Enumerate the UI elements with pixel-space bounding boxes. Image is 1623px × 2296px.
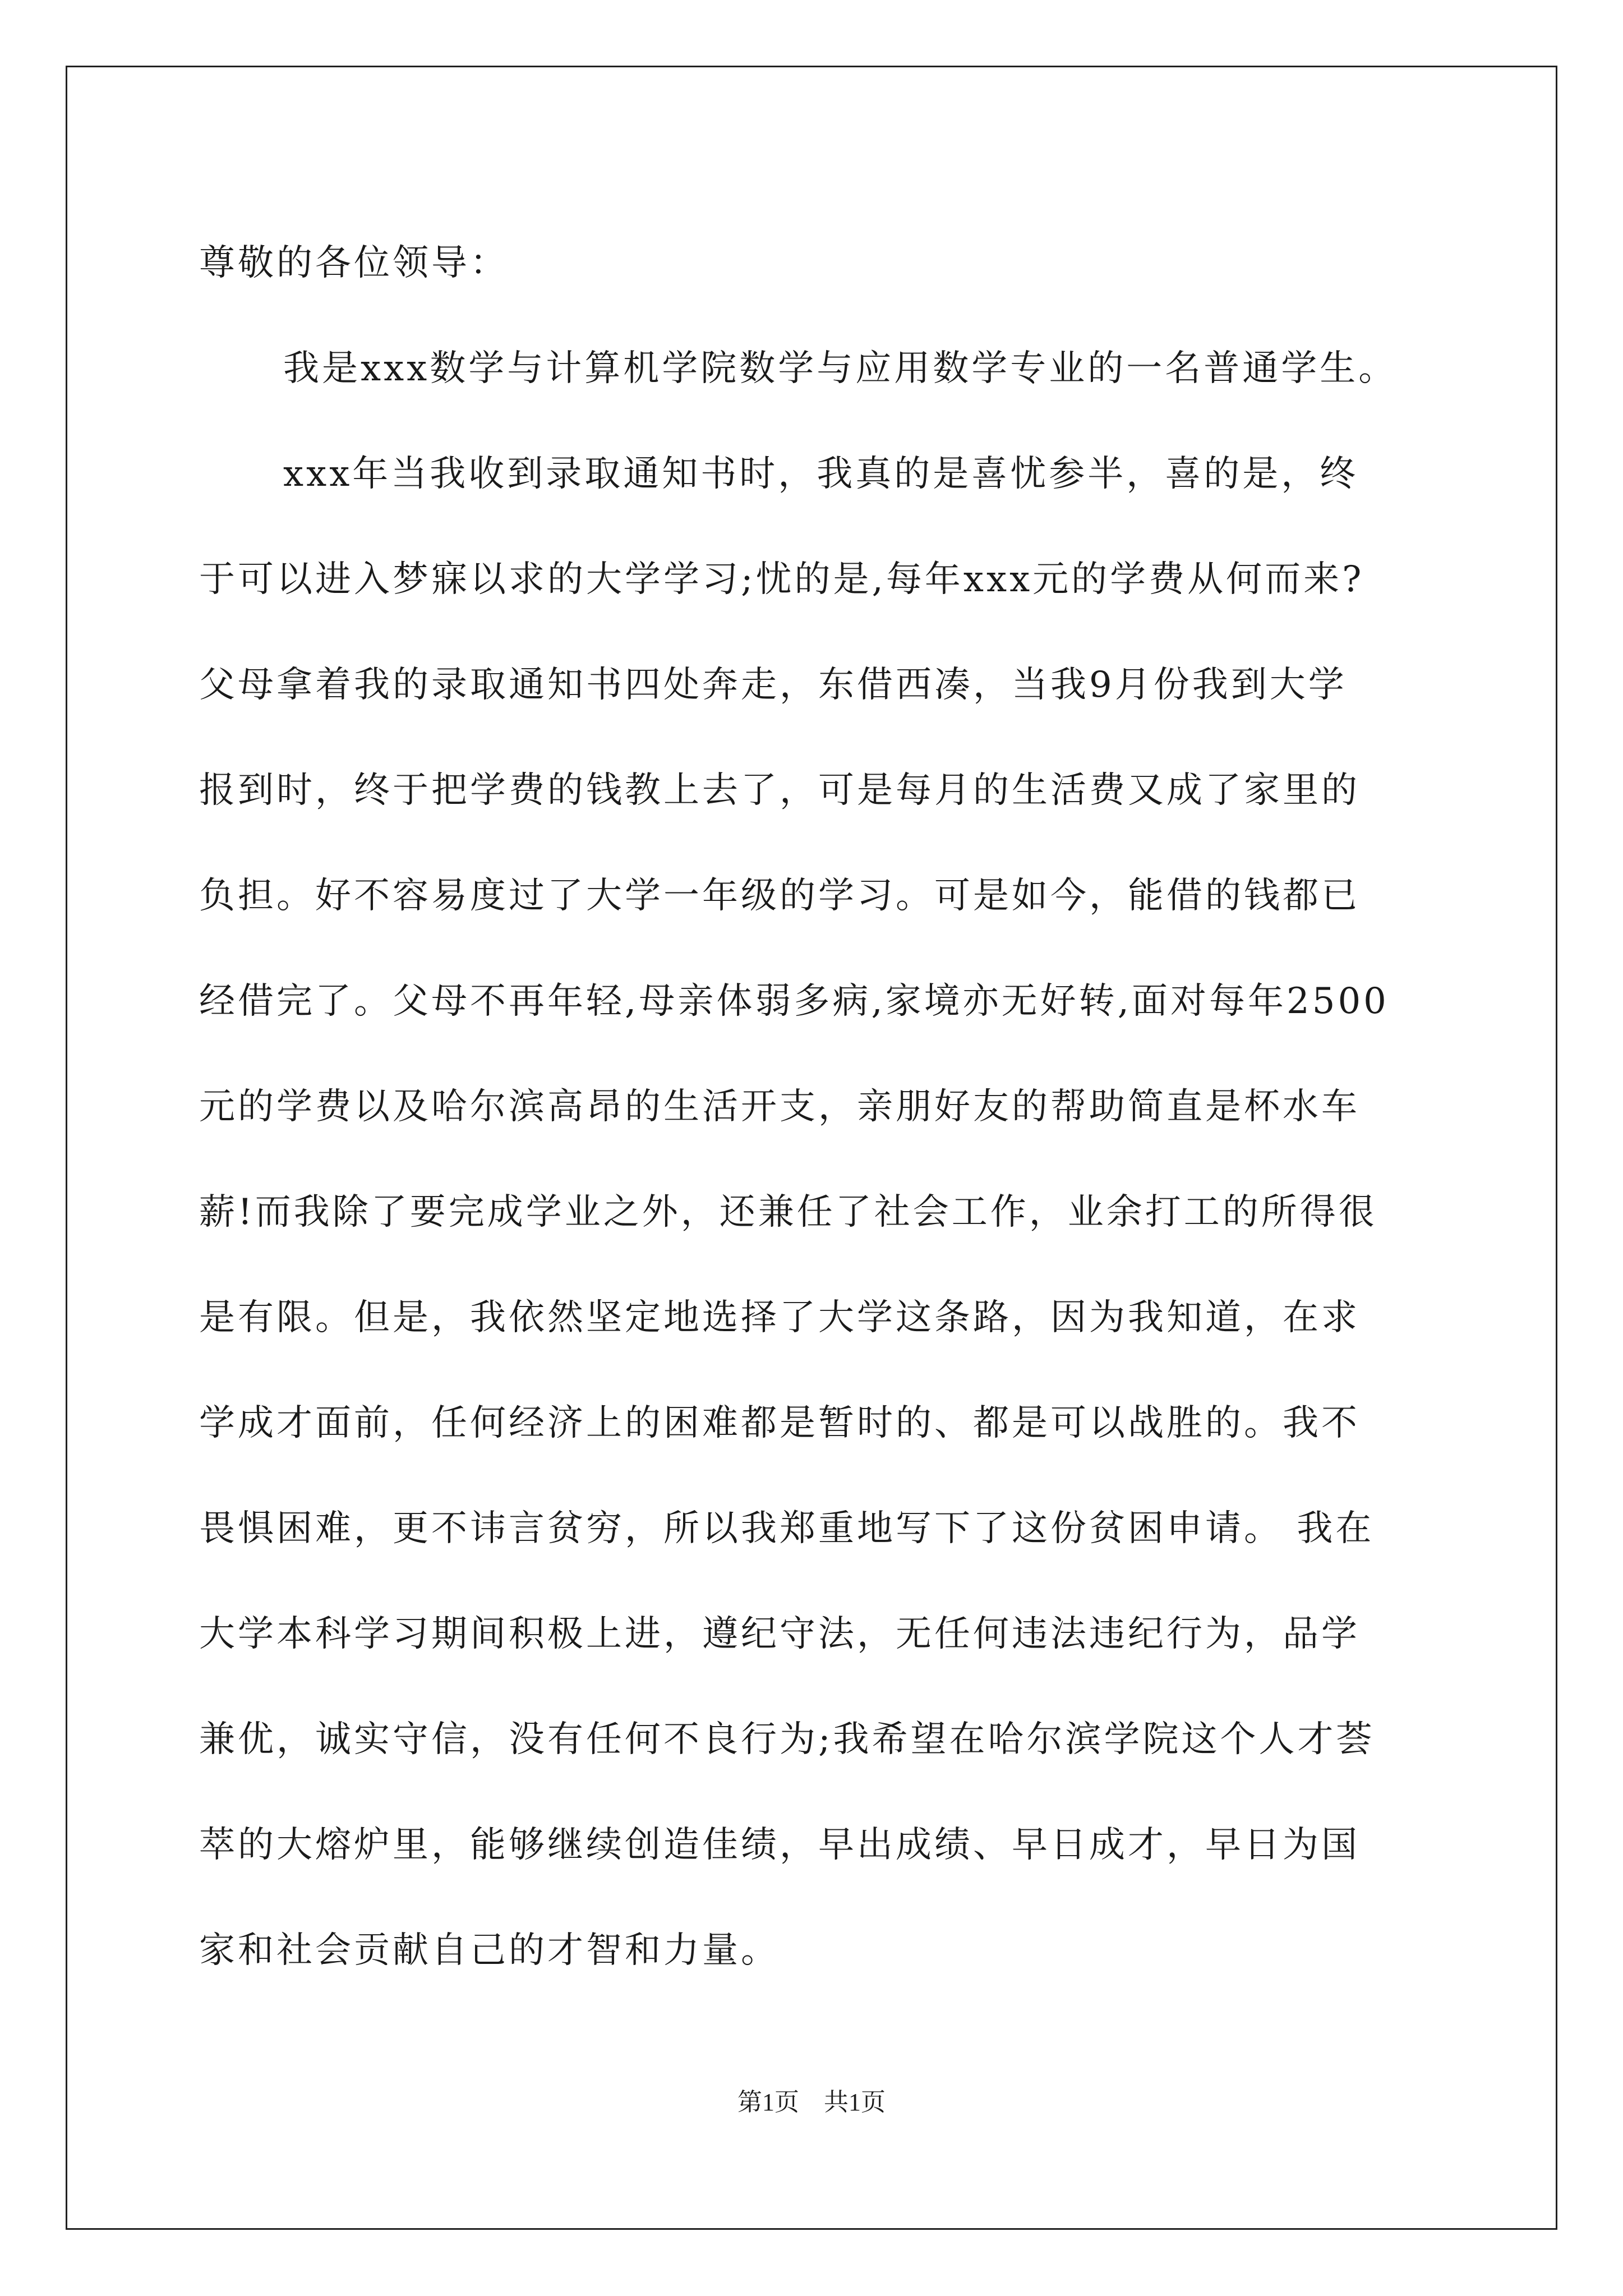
paragraph-line: 经借完了。父母不再年轻,母亲体弱多病,家境亦无好转,面对每年2500 bbox=[199, 981, 1389, 1022]
paragraph-line: 是有限。但是，我依然坚定地选择了大学这条路，因为我知道，在求 bbox=[199, 1297, 1360, 1338]
letter-body bbox=[199, 210, 1444, 2003]
salutation: 尊敬的各位领导： bbox=[199, 242, 509, 284]
paragraph-line: 于可以进入梦寐以求的大学学习;忧的是,每年xxx元的学费从何而来? bbox=[199, 559, 1364, 600]
paragraph-line: 薪!而我除了要完成学业之外，还兼任了社会工作，业余打工的所得很 bbox=[199, 1191, 1377, 1233]
paragraph-line: 我是xxx数学与计算机学院数学与应用数学专业的一名普通学生。 bbox=[283, 348, 1398, 389]
paragraph-line: 学成才面前，任何经济上的困难都是暂时的、都是可以战胜的。我不 bbox=[199, 1402, 1360, 1444]
paragraph-line: 畏惧困难，更不讳言贫穷，所以我郑重地写下了这份贫困申请。 我在 bbox=[199, 1508, 1375, 1549]
paragraph-line: 家和社会贡献自己的才智和力量。 bbox=[199, 1930, 780, 1971]
paragraph-line: xxx年当我收到录取通知书时，我真的是喜忧参半，喜的是，终 bbox=[283, 453, 1359, 495]
paragraph-line: 报到时，终于把学费的钱教上去了，可是每月的生活费又成了家里的 bbox=[199, 770, 1360, 811]
paragraph-line: 大学本科学习期间积极上进，遵纪守法，无任何违法违纪行为，品学 bbox=[199, 1613, 1360, 1655]
paragraph-line: 负担。好不容易度过了大学一年级的学习。可是如今，能借的钱都已 bbox=[199, 875, 1360, 917]
paragraph-line: 萃的大熔炉里，能够继续创造佳绩，早出成绩、早日成才，早日为国 bbox=[199, 1824, 1360, 1866]
paragraph-line: 父母拿着我的录取通知书四处奔走，东借西凑，当我9月份我到大学 bbox=[199, 664, 1347, 706]
page-number-footer: 第1页 共1页 bbox=[737, 2088, 886, 2116]
paragraph-line: 兼优，诚实守信，没有任何不良行为;我希望在哈尔滨学院这个人才荟 bbox=[199, 1719, 1375, 1760]
paragraph-line: 元的学费以及哈尔滨高昂的生活开支，亲朋好友的帮助简直是杯水车 bbox=[199, 1086, 1360, 1128]
